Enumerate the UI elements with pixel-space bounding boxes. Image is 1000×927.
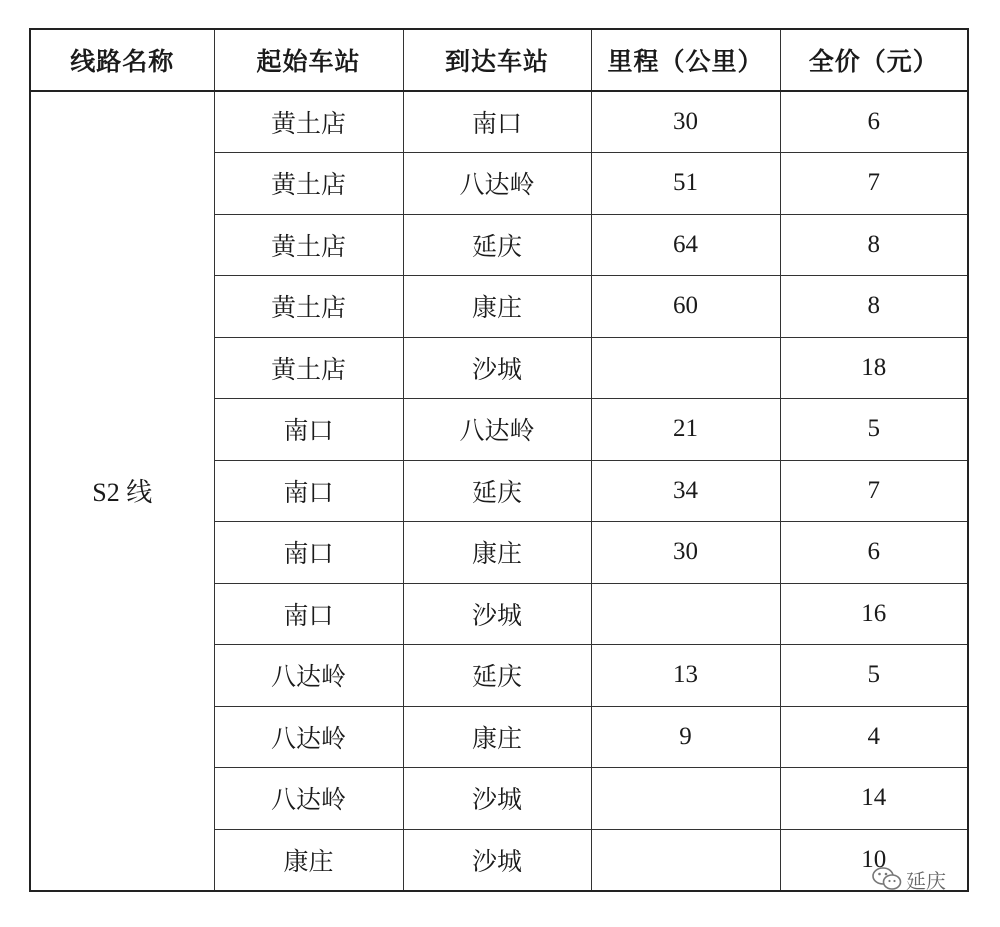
fare-table-body [30, 91, 968, 891]
distance-cell: 9 [591, 706, 780, 768]
line-name-cell: S2 线 [30, 91, 214, 891]
price-cell: 6 [780, 91, 968, 153]
header-full-price: 全价（元） [780, 29, 968, 91]
end-station-cell: 南口 [403, 91, 591, 153]
header-start-station: 起始车站 [214, 29, 403, 91]
distance-cell: 30 [591, 522, 780, 584]
wechat-icon [872, 866, 902, 892]
price-cell: 10 [780, 829, 968, 891]
end-station-cell: 康庄 [403, 276, 591, 338]
price-cell: 7 [780, 460, 968, 522]
end-station-cell: 八达岭 [403, 399, 591, 461]
end-station-cell: 沙城 [403, 829, 591, 891]
end-station-cell: 沙城 [403, 768, 591, 830]
price-cell: 14 [780, 768, 968, 830]
price-cell: 5 [780, 399, 968, 461]
distance-cell: 51 [591, 153, 780, 215]
start-station-cell: 南口 [214, 583, 403, 645]
end-station-cell: 延庆 [403, 460, 591, 522]
end-station-cell: 沙城 [403, 337, 591, 399]
price-cell: 7 [780, 153, 968, 215]
distance-cell: 60 [591, 276, 780, 338]
end-station-cell: 八达岭 [403, 153, 591, 215]
price-cell: 8 [780, 214, 968, 276]
distance-cell: 34 [591, 460, 780, 522]
start-station-cell: 南口 [214, 460, 403, 522]
start-station-cell: 八达岭 [214, 706, 403, 768]
watermark [872, 862, 946, 896]
start-station-cell: 黄土店 [214, 337, 403, 399]
fare-table [29, 28, 969, 892]
start-station-cell: 黄土店 [214, 276, 403, 338]
watermark-text: 延庆 [906, 868, 946, 893]
header-row [30, 29, 968, 91]
distance-cell [591, 768, 780, 830]
price-cell: 5 [780, 645, 968, 707]
distance-cell [591, 583, 780, 645]
start-station-cell: 黄土店 [214, 214, 403, 276]
distance-cell: 13 [591, 645, 780, 707]
start-station-cell: 八达岭 [214, 768, 403, 830]
end-station-cell: 沙城 [403, 583, 591, 645]
table-row [30, 91, 968, 153]
start-station-cell: 八达岭 [214, 645, 403, 707]
distance-cell [591, 829, 780, 891]
end-station-cell: 康庄 [403, 706, 591, 768]
start-station-cell: 南口 [214, 399, 403, 461]
distance-cell [591, 337, 780, 399]
distance-cell: 30 [591, 91, 780, 153]
end-station-cell: 延庆 [403, 214, 591, 276]
start-station-cell: 黄土店 [214, 91, 403, 153]
header-end-station: 到达车站 [403, 29, 591, 91]
price-cell: 8 [780, 276, 968, 338]
price-cell: 16 [780, 583, 968, 645]
price-cell: 18 [780, 337, 968, 399]
end-station-cell: 延庆 [403, 645, 591, 707]
price-cell: 4 [780, 706, 968, 768]
distance-cell: 64 [591, 214, 780, 276]
end-station-cell: 康庄 [403, 522, 591, 584]
header-distance: 里程（公里） [591, 29, 780, 91]
header-line-name: 线路名称 [30, 29, 214, 91]
price-cell: 6 [780, 522, 968, 584]
start-station-cell: 南口 [214, 522, 403, 584]
start-station-cell: 康庄 [214, 829, 403, 891]
start-station-cell: 黄土店 [214, 153, 403, 215]
distance-cell: 21 [591, 399, 780, 461]
